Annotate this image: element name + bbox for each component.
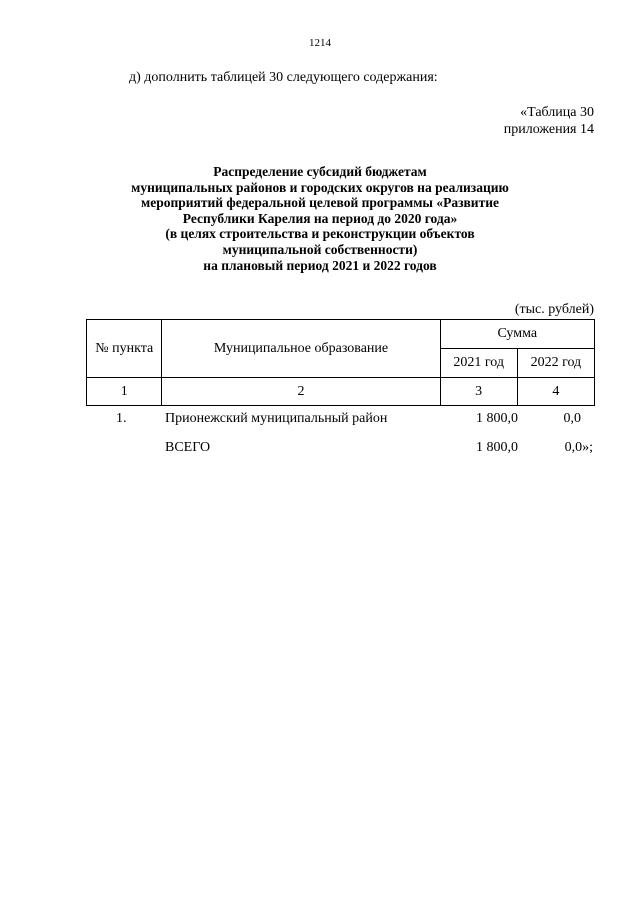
table-reference-line: «Таблица 30	[520, 105, 594, 120]
row-number: 1.	[116, 411, 127, 426]
header-year-2021: 2021 год	[440, 349, 517, 378]
header-number: № пункта	[87, 320, 162, 378]
table-body	[86, 411, 595, 469]
header-year-2022: 2022 год	[517, 349, 594, 378]
page-number: 1214	[309, 37, 331, 49]
title-line: Распределение субсидий бюджетам	[213, 164, 427, 179]
header-municipality: Муниципальное образование	[162, 320, 440, 378]
row-value-2022: 0,0»;	[564, 440, 593, 455]
column-number: 4	[517, 378, 594, 406]
title-line: на плановый период 2021 и 2022 годов	[203, 257, 437, 273]
row-municipality: ВСЕГО	[165, 440, 211, 455]
column-number: 2	[162, 378, 440, 406]
row-value-2021: 1 800,0	[476, 440, 518, 455]
document-title	[0, 164, 640, 273]
title-line: муниципальных районов и городских округов на реализацию	[131, 179, 509, 195]
title-line: мероприятий федеральной целевой программы «Развитие	[141, 195, 499, 211]
title-line: (в целях строительства и реконструкции объектов	[165, 226, 475, 242]
row-value-2021: 1 800,0	[476, 411, 518, 426]
header-sum: Сумма	[440, 320, 594, 349]
title-line: Республики Карелия на период до 2020 года»	[182, 210, 458, 226]
column-number: 3	[440, 378, 517, 406]
table-row	[86, 411, 595, 440]
column-number: 1	[87, 378, 162, 406]
table-reference	[504, 104, 594, 138]
title-line: муниципальной собственности)	[222, 241, 418, 257]
table-row-total	[86, 440, 595, 469]
row-value-2022: 0,0	[563, 411, 581, 426]
row-municipality: Прионежский муниципальный район	[165, 411, 388, 426]
units-label: (тыс. рублей)	[514, 302, 594, 317]
intro-text: д) дополнить таблицей 30 следующего содержания:	[129, 70, 438, 85]
subsidy-table-header	[86, 319, 595, 406]
table-reference-line: приложения 14	[503, 122, 594, 137]
